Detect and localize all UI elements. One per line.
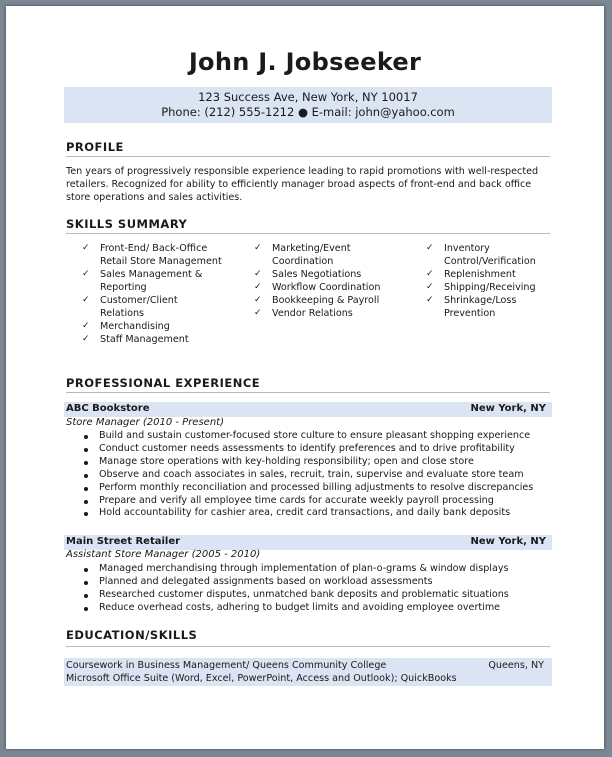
skill-item: ✓ Shipping/Receiving [426,282,536,293]
checkmark-icon: ✓ [426,243,434,253]
bullet-dot-icon [84,461,88,465]
phone-email-line: Phone: (212) 555-1212 ● E-mail: john@yahoo.com [161,105,455,119]
education-heading: EDUCATION/SKILLS [66,628,198,642]
skills-column-1 [82,242,222,346]
bullet-dot-icon [84,607,88,611]
bullet-item: Conduct customer needs assessments to identify preferences and to drive profitability [84,443,554,456]
job-role: Assistant Store Manager (2005 - 2010) [66,549,261,560]
skill-item: ✓ Front-End/ Back-Office Retail Store Management [82,243,222,267]
coursework-text: Coursework in Business Management/ Queens Community College [66,660,387,671]
bullet-item: Perform monthly reconciliation and processed billing adjustments to resolve discrepancies [84,482,554,495]
candidate-name: John J. Jobseeker [188,48,422,76]
bullet-dot-icon [84,487,88,491]
job-bullets [84,563,554,615]
experience-divider [66,392,550,393]
profile-divider [66,156,550,157]
education-band [64,658,552,686]
checkmark-icon: ✓ [254,243,262,253]
checkmark-icon: ✓ [254,269,262,279]
experience-heading: PROFESSIONAL EXPERIENCE [66,376,261,390]
software-skills-line: Microsoft Office Suite (Word, Excel, PowerPoint, Access and Outlook); QuickBooks [66,673,457,684]
bullet-item: Hold accountability for cashier area, credit card transactions, and daily bank deposits [84,507,554,520]
bullet-item: Planned and delegated assignments based on workload assessments [84,576,554,589]
checkmark-icon: ✓ [426,269,434,279]
bullet-dot-icon [84,474,88,478]
checkmark-icon: ✓ [426,282,434,292]
skill-item: ✓ Staff Management [82,334,189,345]
checkmark-icon: ✓ [82,334,90,344]
bullet-dot-icon [84,512,88,516]
contact-band [64,87,552,123]
bullet-item: Reduce overhead costs, adhering to budget limits and avoiding employee overtime [84,602,554,615]
skills-divider [66,233,550,234]
skill-item: ✓ Shrinkage/Loss Prevention [426,295,517,319]
profile-heading: PROFILE [66,140,124,154]
skill-item: ✓ Workflow Coordination [254,282,381,293]
education-line [64,659,552,672]
job-header [64,402,552,417]
checkmark-icon: ✓ [82,243,90,253]
address-line: 123 Success Ave, New York, NY 10017 [198,90,418,104]
profile-text: Ten years of progressively responsible experience leading to rapid promotions with well-respected retailers. Recognized for ability to efficiently manager broad aspects of front-end and back office store operations and sales activities. [66,166,539,203]
bullet-item: Observe and coach associates in sales, recruit, train, supervise and evaluate store team [84,469,554,482]
company-name: ABC Bookstore [66,403,150,414]
bullet-dot-icon [84,594,88,598]
bullet-dot-icon [84,500,88,504]
bullet-item: Researched customer disputes, unmatched bank deposits and problematic situations [84,589,554,602]
skills-heading: SKILLS SUMMARY [66,217,188,231]
skill-item: ✓ Inventory Control/Verification [426,243,536,267]
resume-page [6,6,604,749]
skill-item: ✓ Replenishment [426,269,516,280]
education-location: Queens, NY [488,660,544,671]
bullet-item: Build and sustain customer-focused store culture to ensure pleasant shopping experience [84,430,554,443]
bullet-dot-icon [84,581,88,585]
skill-item: ✓ Sales Negotiations [254,269,362,280]
checkmark-icon: ✓ [82,321,90,331]
bullet-item: Manage store operations with key-holding responsibility; open and close store [84,456,554,469]
skill-item: ✓ Merchandising [82,321,170,332]
skill-item: ✓ Bookkeeping & Payroll [254,295,380,306]
bullet-dot-icon [84,448,88,452]
company-name: Main Street Retailer [66,536,181,547]
job-role: Store Manager (2010 - Present) [66,417,224,428]
job-header [64,535,552,550]
bullet-dot-icon [84,568,88,572]
skill-item: ✓ Vendor Relations [254,308,353,319]
bullet-item: Managed merchandising through implementation of plan-o-grams & window displays [84,563,554,576]
job-bullets [84,430,554,520]
skills-column-3 [426,242,551,320]
job-location: New York, NY [470,536,546,547]
bullet-item: Prepare and verify all employee time cards for accurate weekly payroll processing [84,495,554,508]
checkmark-icon: ✓ [426,295,434,305]
checkmark-icon: ✓ [254,295,262,305]
checkmark-icon: ✓ [82,295,90,305]
skills-column-2 [254,242,384,320]
job-location: New York, NY [470,403,546,414]
checkmark-icon: ✓ [254,308,262,318]
education-divider [66,646,550,647]
skill-item: ✓ Marketing/Event Coordination [254,243,351,267]
skill-item: ✓ Sales Management & Reporting [82,269,203,293]
bullet-dot-icon [84,435,88,439]
checkmark-icon: ✓ [82,269,90,279]
skill-item: ✓ Customer/Client Relations [82,295,178,319]
checkmark-icon: ✓ [254,282,262,292]
